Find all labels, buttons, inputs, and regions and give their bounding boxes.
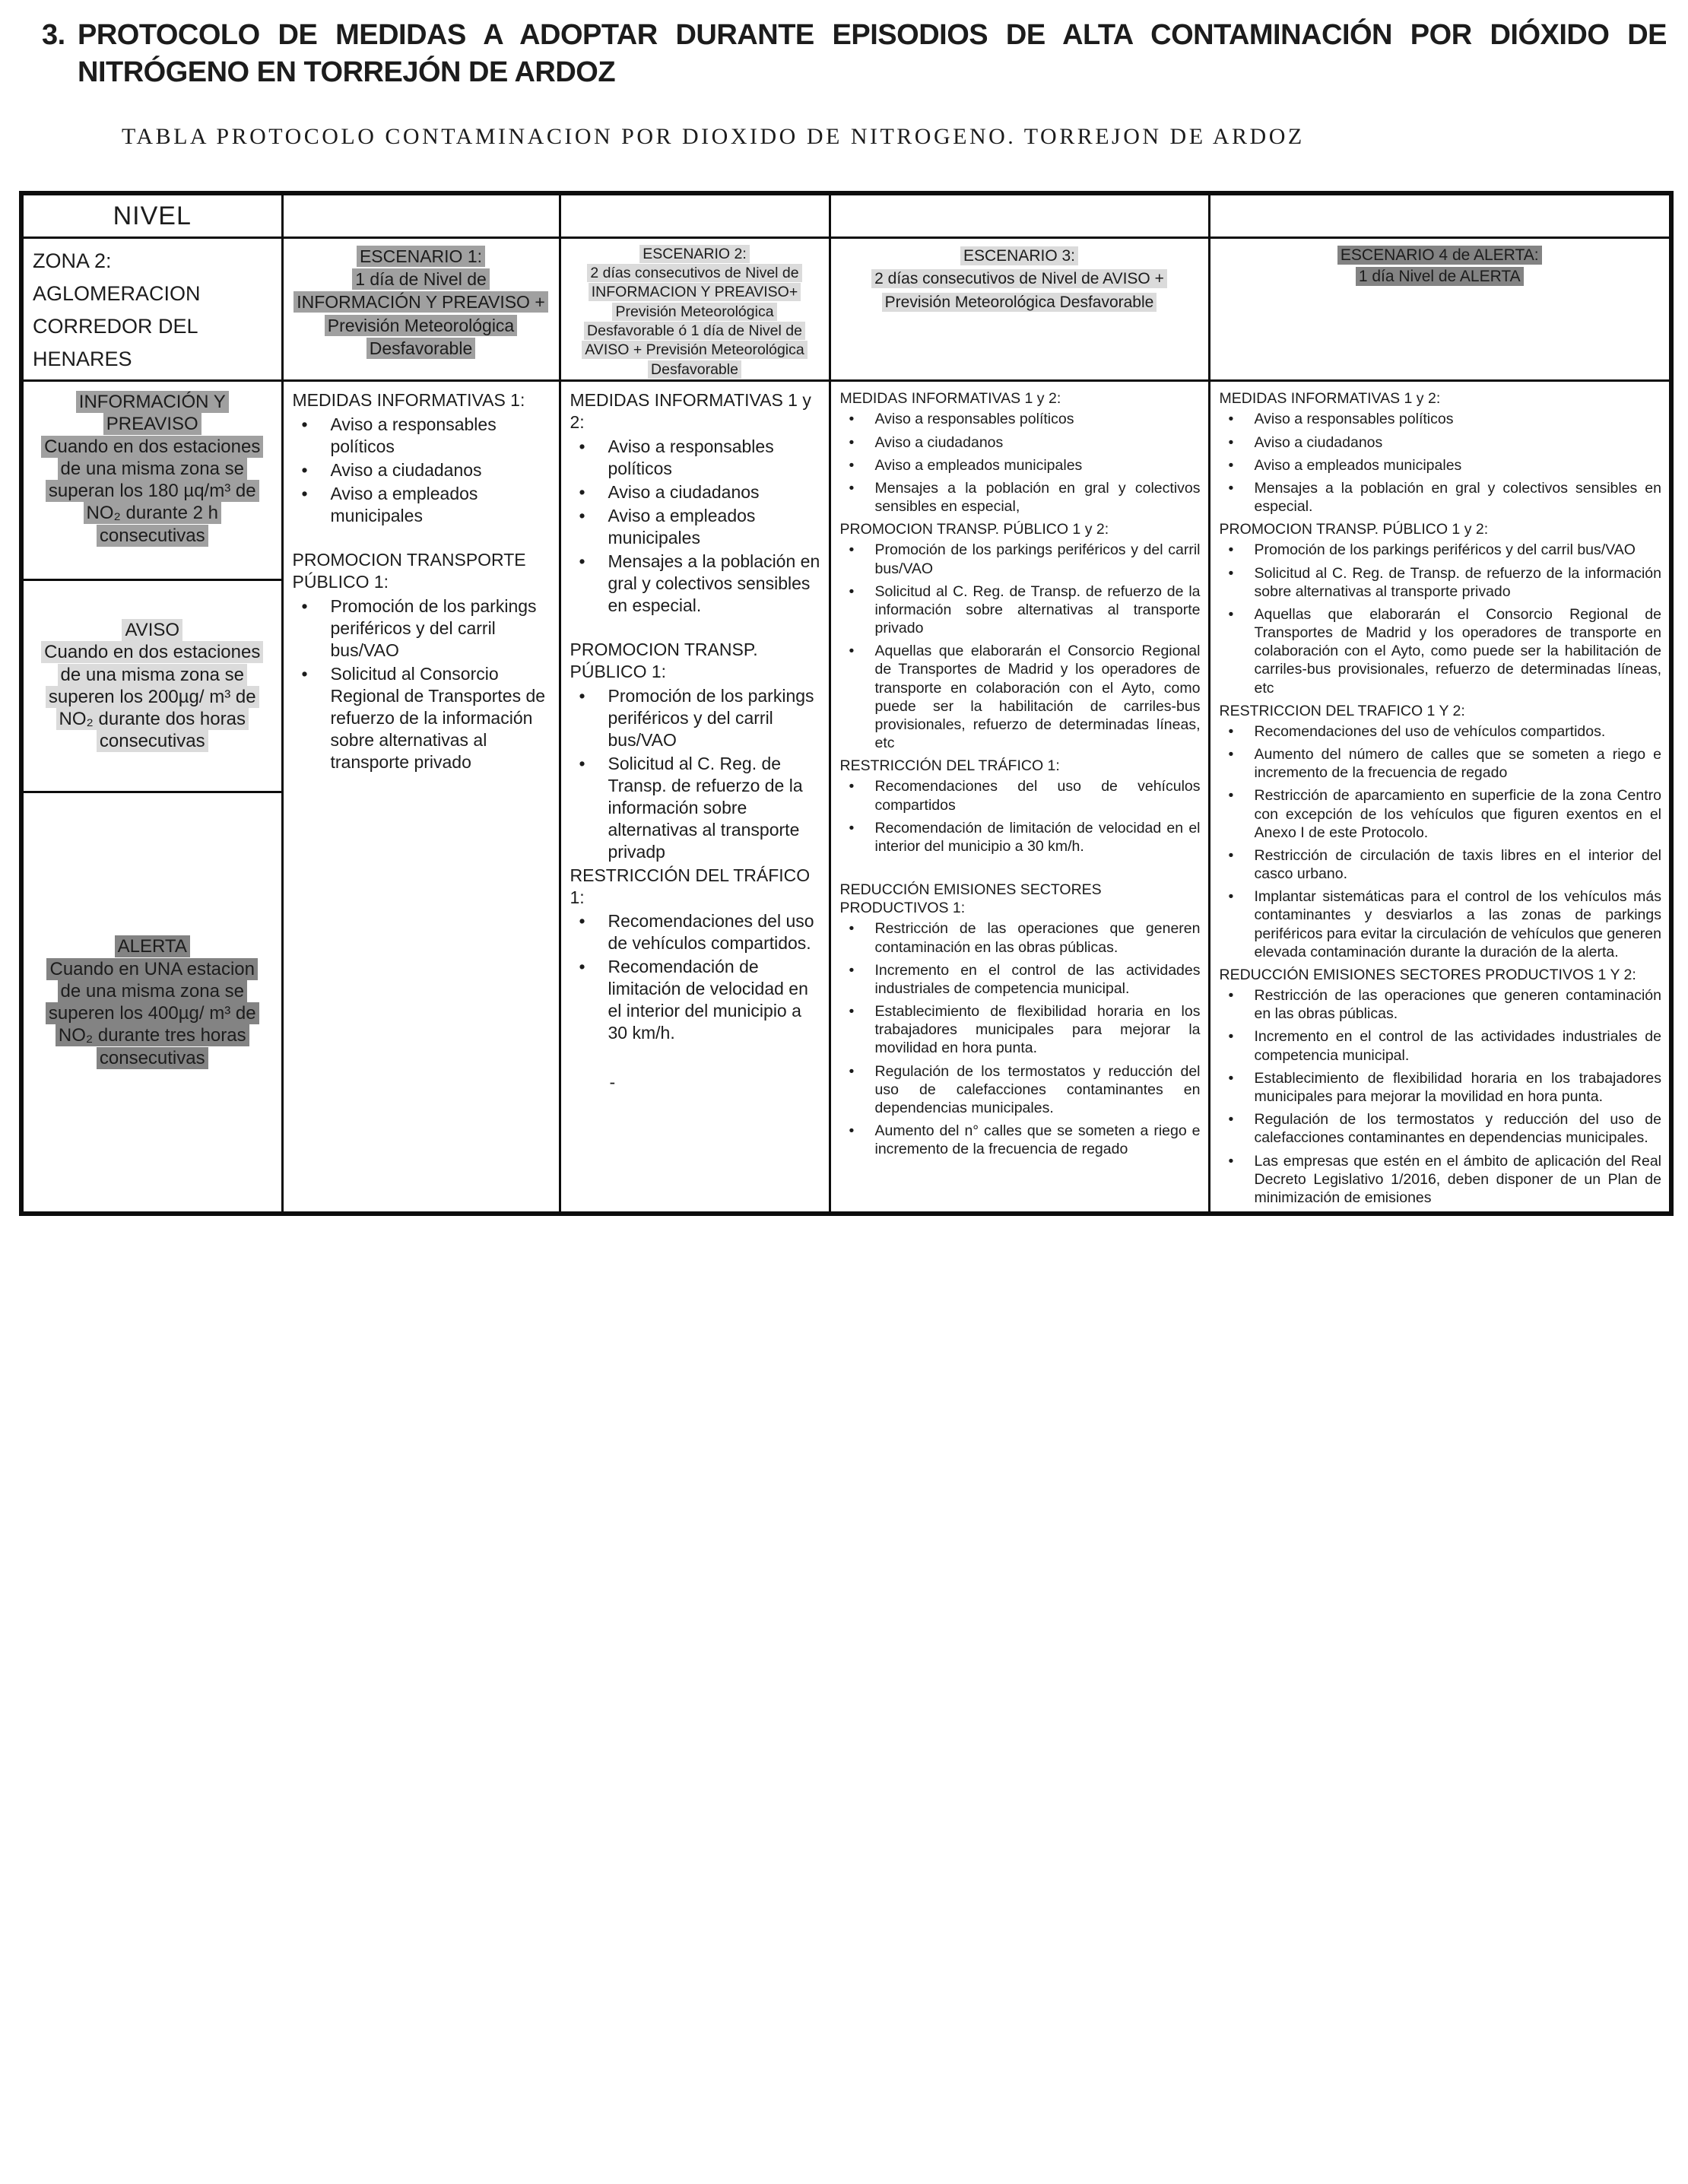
- highlighted-text: Cuando en dos estaciones: [41, 436, 263, 458]
- measure-item-text: Promoción de los parkings periféricos y del carril bus/VAO: [608, 685, 814, 750]
- measure-section-heading: PROMOCION TRANSP. PÚBLICO 1 y 2:: [1219, 521, 1489, 538]
- measure-item: [1220, 1152, 1662, 1208]
- measure-item-text: Aviso a ciudadanos: [874, 433, 1004, 451]
- measure-item-text: Las empresas que estén en el ámbito de aplicación del Real Decreto Legislativo 1/2016, deben disponer de un Plan de minimización de emisiones: [1254, 1152, 1661, 1206]
- measure-item-text: Aviso a ciudadanos: [330, 460, 482, 481]
- measure-item: [840, 1122, 1201, 1158]
- bullet-icon: •: [849, 1122, 855, 1140]
- text-line: [561, 283, 829, 302]
- measure-section-heading: REDUCCIÓN EMISIONES SECTORES PRODUCTIVOS 1 Y 2:: [1219, 966, 1636, 983]
- measure-item-text: Promoción de los parkings periféricos y del carril bus/VAO: [330, 595, 537, 660]
- bullet-icon: •: [579, 957, 585, 977]
- bullet-icon: •: [849, 411, 855, 428]
- escenario-header-row: [21, 237, 1671, 380]
- text-line: [24, 1024, 281, 1046]
- measure-item-text: Promoción de los parkings periféricos y del carril bus/VAO: [874, 541, 1201, 577]
- empty-header-cell: [1209, 193, 1671, 237]
- measure-item-text: Aviso a empleados municipales: [1254, 456, 1462, 474]
- text-line: [284, 245, 559, 268]
- highlighted-text: Desfavorable: [366, 338, 476, 359]
- measure-item: [570, 910, 821, 954]
- measure-item: [1220, 541, 1662, 559]
- measure-section-heading: PROMOCION TRANSP. PÚBLICO 1:: [570, 639, 758, 681]
- bullet-icon: •: [849, 541, 855, 559]
- measure-item: [840, 642, 1201, 752]
- text-line: [561, 322, 829, 341]
- measure-item: [570, 481, 821, 503]
- highlighted-text: PREAVISO: [103, 413, 201, 435]
- bullet-icon: •: [1228, 1069, 1234, 1087]
- level-informacion-preaviso-cell: [21, 381, 282, 580]
- highlighted-text: INFORMACION Y PREAVISO+: [589, 283, 801, 301]
- measure-item: [840, 410, 1201, 428]
- measure-item: [840, 1062, 1201, 1118]
- measure-item-text: Aviso a responsables políticos: [1254, 411, 1454, 428]
- bullet-icon: •: [579, 911, 585, 932]
- measure-item: [1220, 433, 1662, 452]
- measure-section-heading: PROMOCION TRANSP. PÚBLICO 1 y 2:: [839, 521, 1109, 538]
- highlighted-text: de una misma zona se: [58, 980, 247, 1002]
- bullet-icon: •: [849, 961, 855, 979]
- bullet-icon: •: [1228, 888, 1234, 906]
- measure-item-text: Mensajes a la población en gral y colectivos sensibles en especial.: [1254, 479, 1661, 516]
- measure-item-text: Recomendaciones del uso de vehículos compartidos.: [608, 911, 814, 954]
- measure-item-text: Aviso a responsables políticos: [608, 436, 774, 479]
- text-line: [831, 245, 1208, 268]
- highlighted-text: INFORMACIÓN Y PREAVISO +: [293, 291, 548, 313]
- bullet-icon: •: [849, 1062, 855, 1080]
- measure-item-text: Establecimiento de flexibilidad horaria en los trabajadores municipales para mejorar la movilidad en hora punta.: [1254, 1069, 1661, 1105]
- measure-section-heading: MEDIDAS INFORMATIVAS 1 y 2:: [570, 390, 811, 433]
- escenario-4-header-cell: [1209, 237, 1671, 380]
- measure-section-heading: RESTRICCIÓN DEL TRÁFICO 1:: [570, 865, 811, 907]
- text-line: [24, 686, 281, 708]
- text-line: [24, 708, 281, 730]
- measure-item: [840, 583, 1201, 638]
- stray-mark: -: [609, 1072, 616, 1093]
- bullet-icon: •: [849, 583, 855, 600]
- text-line: [561, 245, 829, 264]
- highlighted-text: ESCENARIO 3:: [960, 246, 1078, 265]
- text-line: [831, 291, 1208, 314]
- text-line: [24, 980, 281, 1002]
- highlighted-text: Previsión Meteorológica: [325, 315, 517, 336]
- highlighted-text: 1 día Nivel de ALERTA: [1356, 267, 1524, 286]
- highlighted-text: superan los 180 µq/m³ de: [46, 480, 259, 502]
- highlighted-text: consecutivas: [97, 730, 208, 752]
- measure-item-text: Recomendaciones del uso de vehículos compartidos.: [1254, 722, 1606, 740]
- highlighted-text: ESCENARIO 4 de ALERTA:: [1337, 246, 1542, 265]
- highlighted-text: Previsión Meteorológica Desfavorable: [882, 293, 1157, 312]
- bullet-icon: •: [579, 436, 585, 457]
- measure-item-text: Solicitud al C. Reg. de Transp. de refuerzo de la información sobre alternativas al transporte privadp: [608, 753, 803, 862]
- text-line: [831, 268, 1208, 290]
- bullet-icon: •: [849, 920, 855, 938]
- measure-item-text: Aquellas que elaborarán el Consorcio Regional de Transportes de Madrid y los operadores de transporte en colaboración con el Ayto, como puede ser la habilitación de carriles-bus provisionales, refuerzo de determinadas líneas, etc: [1254, 605, 1661, 697]
- text-line: [284, 337, 559, 360]
- measure-item: [570, 505, 821, 549]
- highlighted-text: consecutivas: [97, 525, 208, 547]
- bullet-icon: •: [1228, 456, 1234, 474]
- measure-item-text: Restricción de las operaciones que generen contaminación en las obras públicas.: [1254, 987, 1661, 1023]
- highlighted-text: NO₂ durante tres horas: [56, 1024, 249, 1046]
- measure-item-text: Recomendaciones del uso de vehículos compartidos: [874, 778, 1201, 814]
- bullet-icon: •: [579, 753, 585, 773]
- text-line: ZONA 2:: [33, 249, 112, 272]
- measure-item: [1220, 1027, 1662, 1064]
- text-line: [24, 413, 281, 435]
- measure-item-text: Incremento en el control de las actividades industriales de competencia municipal.: [1254, 1028, 1661, 1064]
- measure-item-text: Aviso a responsables políticos: [874, 411, 1074, 428]
- measure-item: [570, 685, 821, 751]
- measure-item-text: Aviso a ciudadanos: [1254, 433, 1383, 451]
- empty-header-cell: [830, 193, 1209, 237]
- highlighted-text: NO₂ durante 2 h: [84, 502, 221, 524]
- highlighted-text: superen los 200µg/ m³ de: [46, 686, 259, 708]
- highlighted-text: superen los 400µg/ m³ de: [46, 1002, 259, 1024]
- measure-item: [1220, 846, 1662, 883]
- zona-cell: [21, 237, 282, 380]
- measures-escenario-4-cell: [1209, 381, 1671, 1214]
- bullet-icon: •: [1228, 846, 1234, 864]
- measure-item-text: Recomendación de limitación de velocidad en el interior del municipio a 30 km/h.: [874, 819, 1201, 855]
- empty-header-cell: [282, 193, 560, 237]
- section-gap: [293, 529, 551, 549]
- bullet-icon: •: [301, 414, 308, 435]
- body-row-preaviso: [21, 381, 1671, 580]
- bullet-icon: •: [1228, 1028, 1234, 1046]
- measure-item-text: Aviso a empleados municipales: [330, 484, 478, 525]
- highlighted-text: NO₂ durante dos horas: [56, 708, 249, 730]
- text-line: [561, 341, 829, 360]
- text-line: [24, 436, 281, 458]
- bullet-icon: •: [849, 1003, 855, 1021]
- measures-escenario-1-cell: [282, 381, 560, 1214]
- highlighted-text: Desfavorable: [648, 360, 741, 379]
- measure-item: [1220, 722, 1662, 741]
- text-line: [24, 641, 281, 663]
- text-line: [24, 730, 281, 752]
- empty-header-cell: [560, 193, 830, 237]
- measure-item-text: Aviso a empleados municipales: [608, 506, 756, 548]
- bullet-icon: •: [1228, 1111, 1234, 1129]
- measure-section-heading: RESTRICCIÓN DEL TRÁFICO 1:: [839, 757, 1060, 775]
- measure-item: [1220, 410, 1662, 428]
- text-line: HENARES: [33, 348, 132, 371]
- table-header-row: [21, 193, 1671, 237]
- bullet-icon: •: [849, 819, 855, 836]
- bullet-icon: •: [849, 643, 855, 660]
- measure-item: [1220, 564, 1662, 601]
- bullet-icon: •: [849, 456, 855, 474]
- measure-item-text: Promoción de los parkings periféricos y del carril bus/VAO: [1254, 541, 1636, 559]
- text-line: [24, 935, 281, 957]
- level-aviso-cell: [21, 579, 282, 792]
- measure-item: [840, 819, 1201, 856]
- bullet-icon: •: [1228, 411, 1234, 428]
- measure-item: [840, 541, 1201, 577]
- measure-section-heading: RESTRICCION DEL TRAFICO 1 Y 2:: [1219, 702, 1465, 719]
- text-line: [24, 480, 281, 502]
- measure-item: [293, 663, 551, 773]
- measure-item-text: Solicitud al C. Reg. de Transp. de refuerzo de la información sobre alternativas al transporte privado: [874, 583, 1201, 637]
- bullet-icon: •: [1228, 541, 1234, 559]
- measure-section-heading: REDUCCIÓN EMISIONES SECTORES PRODUCTIVOS 1:: [839, 881, 1102, 917]
- text-line: CORREDOR DEL: [33, 315, 198, 338]
- highlighted-text: de una misma zona se: [58, 664, 247, 686]
- highlighted-text: Cuando en UNA estacion: [46, 958, 258, 980]
- measure-item: [840, 777, 1201, 814]
- bullet-icon: •: [301, 460, 308, 481]
- bullet-icon: •: [1228, 722, 1234, 740]
- highlighted-text: Desfavorable ó 1 día de Nivel de: [584, 322, 805, 340]
- measure-item: [570, 956, 821, 1044]
- escenario-2-header-cell: [560, 237, 830, 380]
- highlighted-text: consecutivas: [97, 1047, 208, 1069]
- highlighted-text: AVISO: [122, 619, 182, 641]
- measure-item-text: Mensajes a la población en gral y colectivos sensibles en especial,: [874, 479, 1201, 516]
- bullet-icon: •: [1228, 433, 1234, 451]
- measure-item: [1220, 786, 1662, 842]
- section-gap: [840, 860, 1201, 881]
- bullet-icon: •: [849, 778, 855, 795]
- measure-item: [293, 459, 551, 481]
- measure-section-heading: MEDIDAS INFORMATIVAS 1 y 2:: [1219, 390, 1441, 408]
- measure-item-text: Restricción de las operaciones que generen contaminación en las obras públicas.: [874, 920, 1201, 956]
- measure-item-text: Regulación de los termostatos y reducción del uso de calefacciones contaminantes en dependencias municipales.: [874, 1062, 1201, 1116]
- text-line: [561, 303, 829, 322]
- measure-item: [570, 436, 821, 480]
- text-line: [1210, 245, 1670, 266]
- measure-item: [1220, 1069, 1662, 1106]
- measure-item-text: Incremento en el control de las actividades industriales de competencia municipal.: [874, 961, 1201, 997]
- level-alerta-cell: [21, 792, 282, 1214]
- escenario-1-header-cell: [282, 237, 560, 380]
- escenario-3-header-cell: [830, 237, 1209, 380]
- measure-item-text: Aviso a responsables políticos: [330, 414, 497, 457]
- text-line: [24, 391, 281, 413]
- measure-item-text: Aumento del n° calles que se someten a riego e incremento de la frecuencia de regado: [874, 1122, 1201, 1158]
- measure-item-text: Aumento del número de calles que se someten a riego e incremento de la frecuencia de regado: [1254, 746, 1661, 782]
- measure-item-text: Recomendación de limitación de velocidad en el interior del municipio a 30 km/h.: [608, 957, 808, 1043]
- highlighted-text: INFORMACIÓN Y: [76, 391, 229, 413]
- measure-item: [840, 433, 1201, 452]
- measure-item: [1220, 1110, 1662, 1147]
- text-line: [24, 619, 281, 641]
- measure-section-heading: MEDIDAS INFORMATIVAS 1 y 2:: [839, 390, 1061, 408]
- bullet-icon: •: [1228, 564, 1234, 582]
- measure-section-heading: MEDIDAS INFORMATIVAS 1:: [292, 390, 525, 411]
- text-line: [24, 502, 281, 524]
- bullet-icon: •: [579, 685, 585, 706]
- text-line: [24, 1002, 281, 1024]
- measures-escenario-3-cell: [830, 381, 1209, 1214]
- bullet-icon: •: [301, 663, 308, 684]
- highlighted-text: 2 días consecutivos de Nivel de AVISO +: [871, 269, 1167, 288]
- text-line: [24, 525, 281, 547]
- bullet-icon: •: [1228, 787, 1234, 805]
- measure-item: [293, 414, 551, 458]
- highlighted-text: Previsión Meteorológica: [612, 303, 776, 321]
- bullet-icon: •: [849, 479, 855, 497]
- text-line: [284, 268, 559, 290]
- measure-item-text: Aviso a empleados municipales: [874, 456, 1083, 474]
- measure-item-text: Mensajes a la población en gral y colectivos sensibles en especial.: [608, 551, 820, 615]
- bullet-icon: •: [1228, 987, 1234, 1005]
- measure-item: [570, 551, 821, 617]
- measure-section-heading: PROMOCION TRANSPORTE PÚBLICO 1:: [292, 549, 526, 592]
- measure-item: [1220, 479, 1662, 516]
- measure-item-text: Restricción de circulación de taxis libres en el interior del casco urbano.: [1254, 846, 1661, 883]
- protocol-table: [19, 191, 1674, 1216]
- bullet-icon: •: [301, 484, 308, 504]
- text-line: [1210, 266, 1670, 287]
- text-line: [284, 314, 559, 337]
- nivel-header-cell: NIVEL: [21, 193, 282, 237]
- text-line: [561, 264, 829, 283]
- measure-item: [293, 483, 551, 527]
- measure-item: [570, 753, 821, 863]
- bullet-icon: •: [579, 482, 585, 503]
- measure-item-text: Solicitud al C. Reg. de Transp. de refuerzo de la información sobre alternativas al transporte privado: [1254, 564, 1661, 600]
- text-line: [284, 290, 559, 313]
- highlighted-text: 1 día de Nivel de: [352, 268, 490, 290]
- title-number: 3.: [42, 19, 65, 51]
- measure-item-text: Regulación de los termostatos y reducción del uso de calefacciones contaminantes en dependencias municipales.: [1254, 1111, 1661, 1147]
- text-line: AGLOMERACION: [33, 281, 201, 305]
- measure-item: [1220, 887, 1662, 961]
- section-gap: [570, 618, 821, 639]
- text-line: [24, 958, 281, 980]
- highlighted-text: ESCENARIO 2:: [639, 245, 750, 263]
- measure-item-text: Solicitud al Consorcio Regional de Transportes de refuerzo de la información sobre alternativas al transporte privado: [330, 663, 546, 772]
- measure-item: [840, 1002, 1201, 1058]
- bullet-icon: •: [1228, 746, 1234, 763]
- measure-item-text: Restricción de aparcamiento en superficie de la zona Centro con excepción de los vehículos que figuren exentos en el Anexo I de este Protocolo.: [1254, 787, 1661, 841]
- measure-item: [1220, 456, 1662, 475]
- measure-item: [840, 456, 1201, 475]
- measure-item: [1220, 986, 1662, 1023]
- highlighted-text: AVISO + Previsión Meteorológica: [582, 341, 807, 359]
- page-title: PROTOCOLO DE MEDIDAS A ADOPTAR DURANTE EPISODIOS DE ALTA CONTAMINACIÓN POR DIÓXIDO DE NITRÓGENO EN TORREJÓN DE ARDOZ: [78, 19, 1667, 88]
- measure-item-text: Establecimiento de flexibilidad horaria en los trabajadores municipales para mejorar la movilidad en hora punta.: [874, 1003, 1201, 1057]
- highlighted-text: ALERTA: [115, 935, 190, 957]
- text-line: [24, 664, 281, 686]
- measure-item: [1220, 745, 1662, 782]
- highlighted-text: 2 días consecutivos de Nivel de: [587, 264, 801, 282]
- measure-item: [840, 919, 1201, 956]
- bullet-icon: •: [579, 506, 585, 525]
- measure-item-text: Implantar sistemáticas para el control de los vehículos más contaminantes y desviarlos a las zonas de parkings periféricos para evitar la circulación de vehículos que generen elevada contaminación durante la duración de la alerta.: [1254, 888, 1661, 960]
- highlighted-text: Cuando en dos estaciones: [41, 641, 263, 663]
- bullet-icon: •: [1228, 605, 1234, 623]
- measure-item: [840, 479, 1201, 516]
- measure-item-text: Aviso a ciudadanos: [608, 482, 760, 503]
- bullet-icon: •: [1228, 1152, 1234, 1170]
- measure-item: [293, 595, 551, 662]
- highlighted-text: ESCENARIO 1:: [357, 246, 485, 267]
- highlighted-text: de una misma zona se: [58, 458, 247, 480]
- table-caption: TABLA PROTOCOLO CONTAMINACION POR DIOXIDO DE NITROGENO. TORREJON DE ARDOZ: [122, 124, 1305, 150]
- text-line: [561, 360, 829, 379]
- bullet-icon: •: [849, 433, 855, 451]
- measure-item: [840, 961, 1201, 998]
- document-title: [0, 0, 1688, 90]
- measures-escenario-2-cell: [560, 381, 830, 1214]
- measure-item-text: Aquellas que elaborarán el Consorcio Regional de Transportes de Madrid y los operadores de transporte en colaboración con el Ayto, como puede ser la habilitación de carriles-bus provisionales, refuerzo de determinadas líneas, etc: [874, 643, 1201, 752]
- measure-item: [1220, 605, 1662, 697]
- bullet-icon: •: [301, 595, 308, 616]
- bullet-icon: •: [1228, 479, 1234, 497]
- text-line: [24, 1047, 281, 1069]
- bullet-icon: •: [579, 551, 585, 571]
- text-line: [24, 458, 281, 480]
